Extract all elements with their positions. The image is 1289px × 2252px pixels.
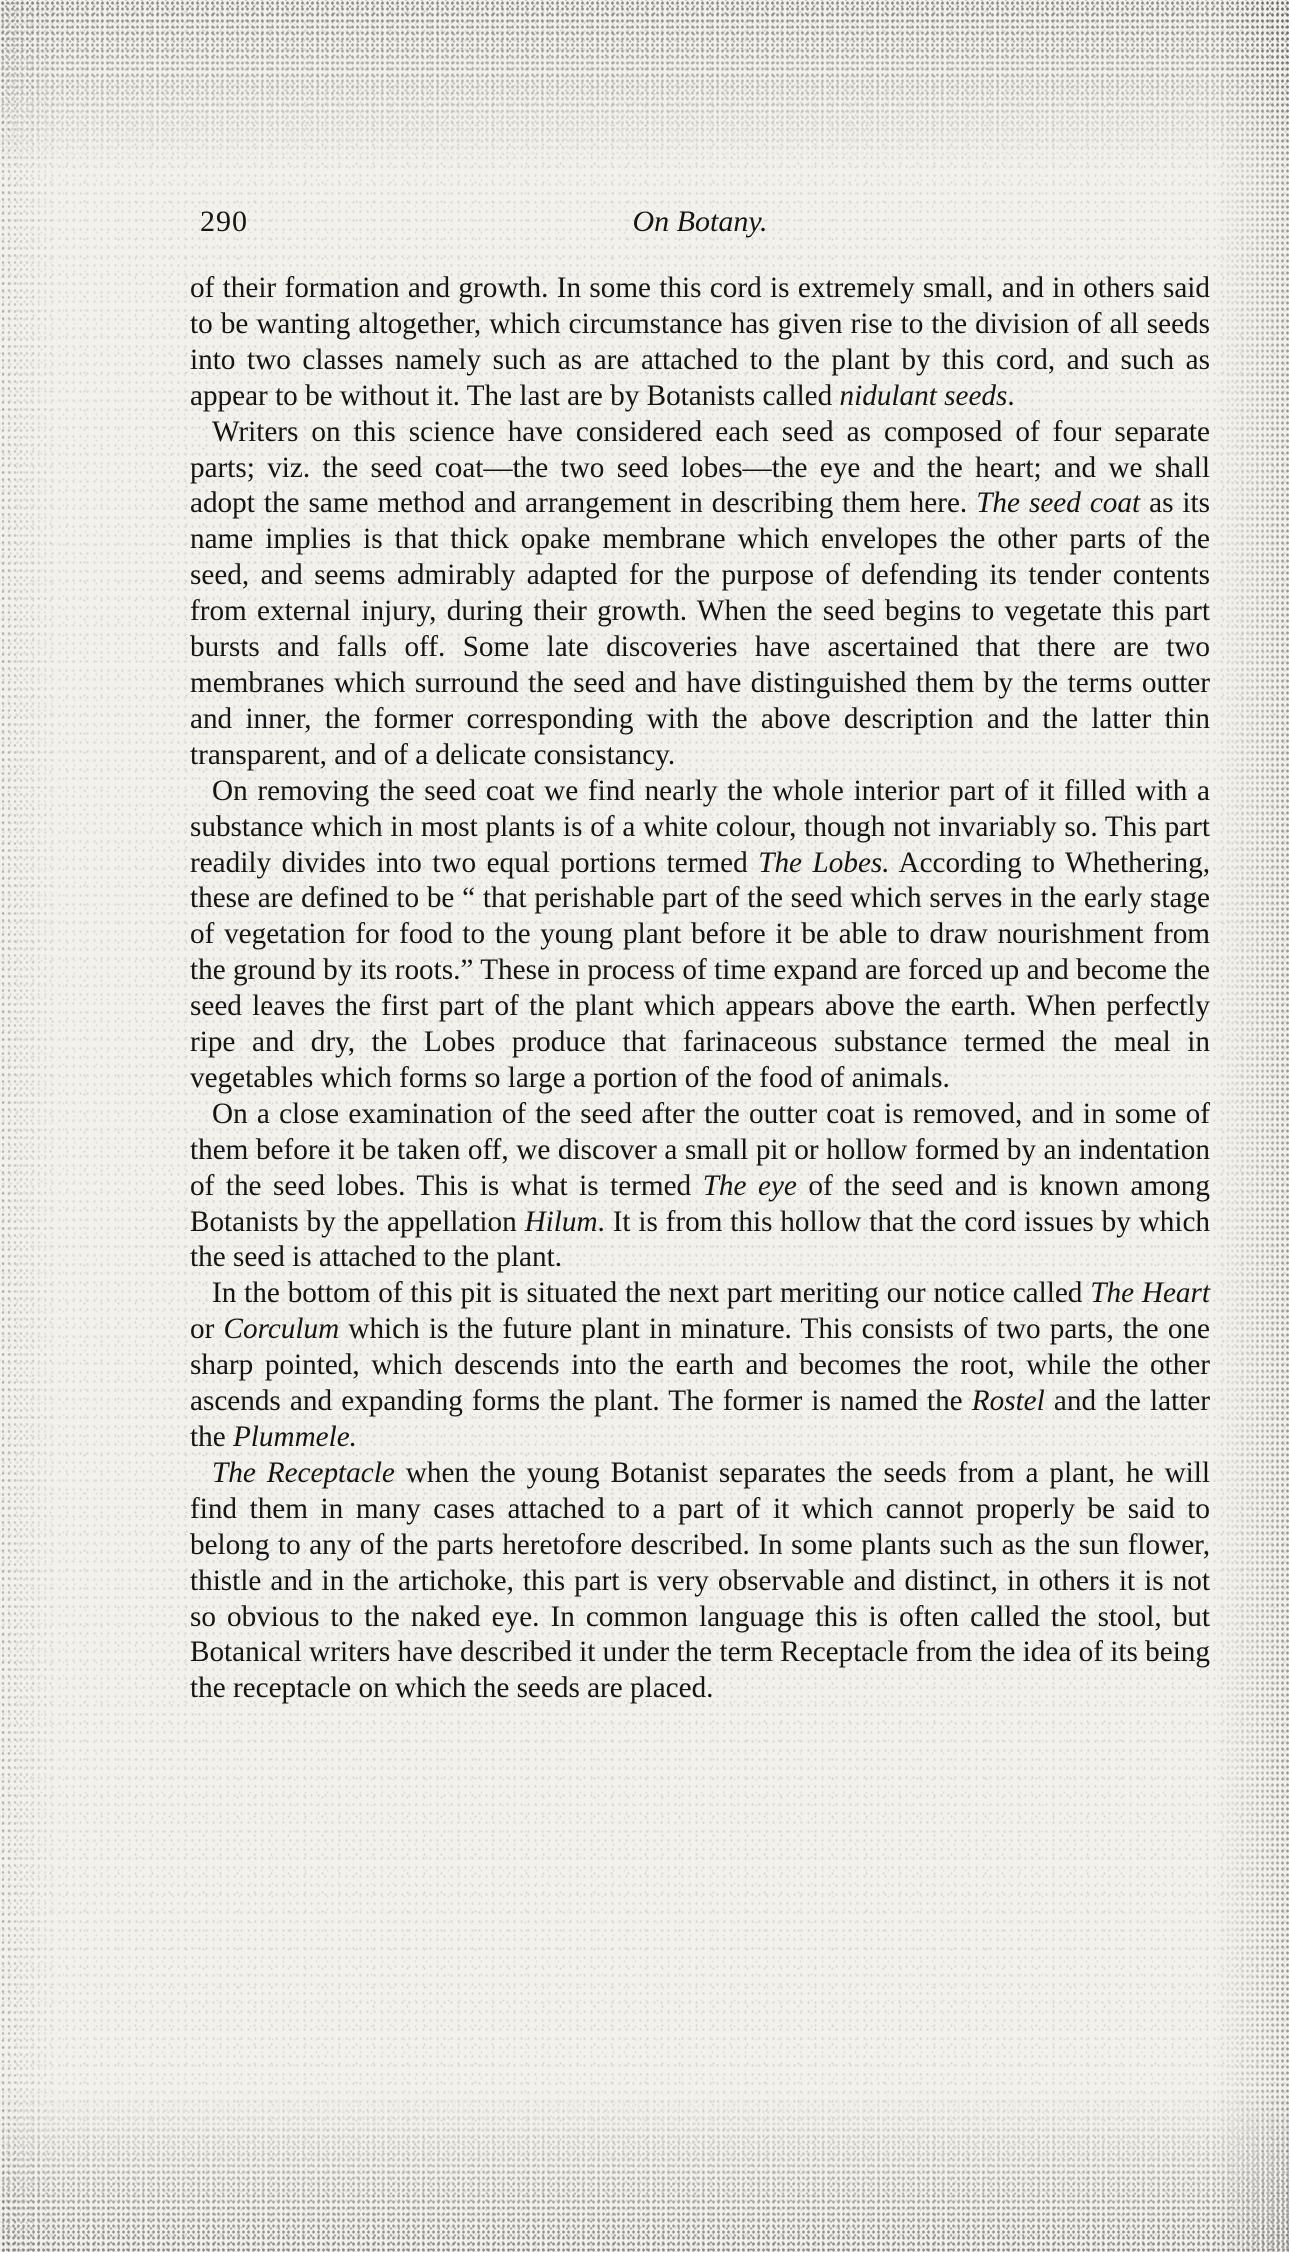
- paragraph-1: [190, 271, 1210, 415]
- running-title: On Botany.: [632, 205, 768, 238]
- page-number: 290: [200, 205, 248, 238]
- italic-term: The eye: [702, 1169, 797, 1202]
- text-run: .: [1007, 379, 1015, 412]
- italic-term: The Heart: [1090, 1277, 1210, 1310]
- scan-speckle-top: [0, 0, 1289, 170]
- italic-term: Rostel: [971, 1385, 1045, 1418]
- body-text: [190, 271, 1210, 1707]
- paragraph-2: [190, 415, 1210, 774]
- italic-term: Corculum: [223, 1313, 340, 1346]
- paragraph-3: [190, 774, 1210, 1097]
- text-run: According to Whethering, these are defined to be “ that perishable part of the seed which serves in the early stage of vegetation for food to the young plant before it be able to draw nourishment from the ground by its roots.” These in process of time expand are forced up and become the seed leaves the first part of the plant which appears above the earth. When perfectly ripe and dry, the Lobes produce that farinaceous substance termed the meal in vegetables which forms so large a portion of the food of animals.: [190, 846, 1211, 1094]
- book-page: [190, 205, 1210, 1707]
- italic-term: The Receptacle: [212, 1456, 395, 1489]
- text-run: Writers on this science have considered each seed as composed of four separate parts; viz. the seed coat—the two seed lobes—the eye and the heart; and we shall adopt the same method and arrangement in describing them here.: [190, 415, 1210, 520]
- scan-speckle-right: [1215, 0, 1289, 2252]
- text-run: of their formation and growth. In some this cord is extremely small, and in others said to be wanting altogether, which circumstance has given rise to the division of all seeds into two classes namely such as are attached to the plant by this cord, and such as appear to be without it. The last are by Botanists called: [190, 272, 1210, 412]
- paragraph-5: [190, 1276, 1210, 1456]
- text-run: as its name implies is that thick opake membrane which envelopes the other parts of the seed, and seems admirably adapted for the purpose of defending its tender contents from external injury, during their growth. When the seed begins to vegetate this part bursts and falls off. Some late discoveries have ascertained that there are two membranes which surround the seed and have distinguished them by the terms outter and inner, the former corresponding with the above description and the latter thin transparent, and of a delicate consistancy.: [190, 487, 1211, 771]
- scan-speckle-left: [0, 0, 60, 2252]
- text-run: On a close examination of the seed after the outter coat is removed, and in some of them before it be taken off, we discover a small pit or hollow formed by an indentation of the seed lobes. This is what is termed: [190, 1097, 1210, 1202]
- text-run: of the seed and is known among Botanists by the appellation: [190, 1169, 1210, 1238]
- text-run: when the young Botanist separates the seeds from a plant, he will find them in many cases attached to a part of it which cannot properly be said to belong to any of the parts heretofore described. In some plants such as the sun flower, thistle and in the artichoke, this part is very observable and distinct, in others it is not so obvious to the naked eye. In common language this is often called the stool, but Botanical writers have described it under the term Receptacle from the idea of its being the receptacle on which the seeds are placed.: [190, 1456, 1210, 1705]
- text-run: or: [190, 1313, 224, 1346]
- scan-speckle-bottom: [0, 2090, 1289, 2252]
- italic-term: The Lobes.: [758, 846, 890, 879]
- italic-term: Plummele.: [232, 1421, 357, 1453]
- italic-term: Hilum: [524, 1205, 598, 1238]
- running-head: [190, 205, 1210, 265]
- text-run: . It is from this hollow that the cord issues by which the seed is attached to the plant.: [190, 1205, 1210, 1274]
- italic-term: The seed coat: [976, 487, 1141, 520]
- italic-term: nidulant seeds: [839, 379, 1008, 412]
- paragraph-4: [190, 1097, 1210, 1277]
- text-run: On removing the seed coat we find nearly the whole interior part of it filled with a substance which in most plants is of a white colour, though not invariably so. This part readily divides into two equal portions termed: [190, 774, 1210, 879]
- paragraph-6: [190, 1456, 1210, 1707]
- text-run: In the bottom of this pit is situated the next part meriting our notice called: [212, 1277, 1091, 1310]
- text-run: and the latter the: [190, 1385, 1210, 1453]
- text-run: which is the future plant in minature. This consists of two parts, the one sharp pointed, which descends into the earth and becomes the root, while the other ascends and expanding forms the plant. The former is named the: [190, 1313, 1210, 1418]
